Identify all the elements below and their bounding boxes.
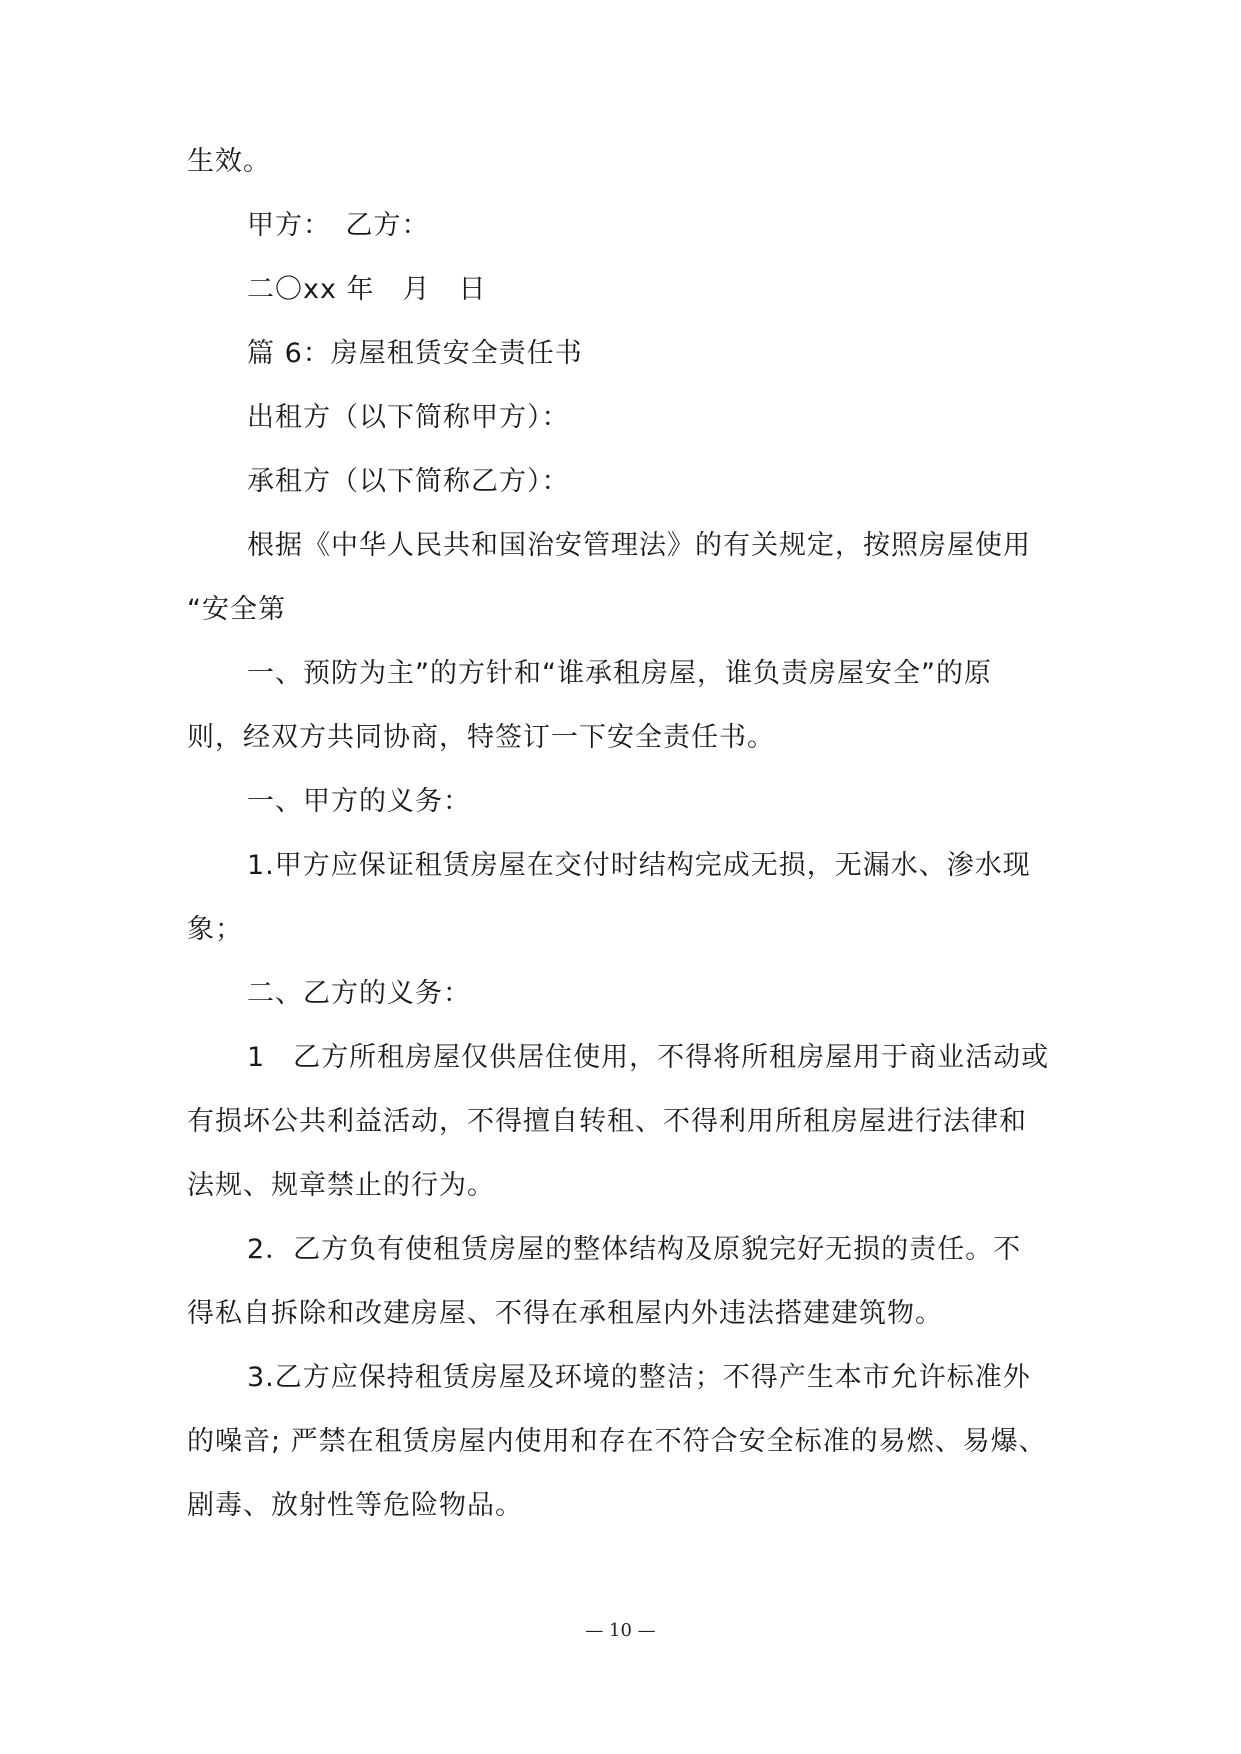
paragraph-line: 3.乙方应保持租赁房屋及环境的整洁；不得产生本市允许标准外 <box>247 1362 1031 1393</box>
paragraph-line: 1 乙方所租房屋仅供居住使用，不得将所租房屋用于商业活动或 <box>247 1042 1050 1073</box>
paragraph-line: 生效。 <box>187 146 271 177</box>
paragraph-line: 出租方（以下简称甲方）： <box>247 402 570 433</box>
paragraph-line: 1.甲方应保证租赁房屋在交付时结构完成无损，无漏水、渗水现 <box>247 850 1031 881</box>
paragraph-line: 一、预防为主”的方针和“谁承租房屋，谁负责房屋安全”的原 <box>247 658 992 689</box>
paragraph-line: 甲方： 乙方： <box>247 210 430 241</box>
paragraph-line: 剧毒、放射性等危险物品。 <box>187 1490 523 1521</box>
paragraph-line: “安全第 <box>187 594 286 625</box>
paragraph-line: 2．乙方负有使租赁房屋的整体结构及原貌完好无损的责任。不 <box>247 1234 1022 1265</box>
section-title: 篇 6：房屋租赁安全责任书 <box>247 338 583 369</box>
paragraph-line: 根据《中华人民共和国治安管理法》的有关规定，按照房屋使用 <box>247 530 1031 561</box>
paragraph-line: 二、乙方的义务： <box>247 978 471 1009</box>
paragraph-line: 的噪音; 严禁在租赁房屋内使用和存在不符合安全标准的易燃、易爆、 <box>187 1426 1047 1457</box>
paragraph-line: 二〇xx 年 月 日 <box>247 274 487 305</box>
page-number: — 10 — <box>585 1620 656 1641</box>
paragraph-line: 一、甲方的义务： <box>247 786 471 817</box>
paragraph-line: 承租方（以下简称乙方）： <box>247 466 570 497</box>
paragraph-line: 有损坏公共利益活动，不得擅自转租、不得利用所租房屋进行法律和 <box>187 1106 1027 1137</box>
paragraph-line: 法规、规章禁止的行为。 <box>187 1170 495 1201</box>
paragraph-line: 则，经双方共同协商，特签订一下安全责任书。 <box>187 722 775 753</box>
paragraph-line: 得私自拆除和改建房屋、不得在承租屋内外违法搭建建筑物。 <box>187 1298 943 1329</box>
paragraph-line: 象； <box>187 914 243 945</box>
